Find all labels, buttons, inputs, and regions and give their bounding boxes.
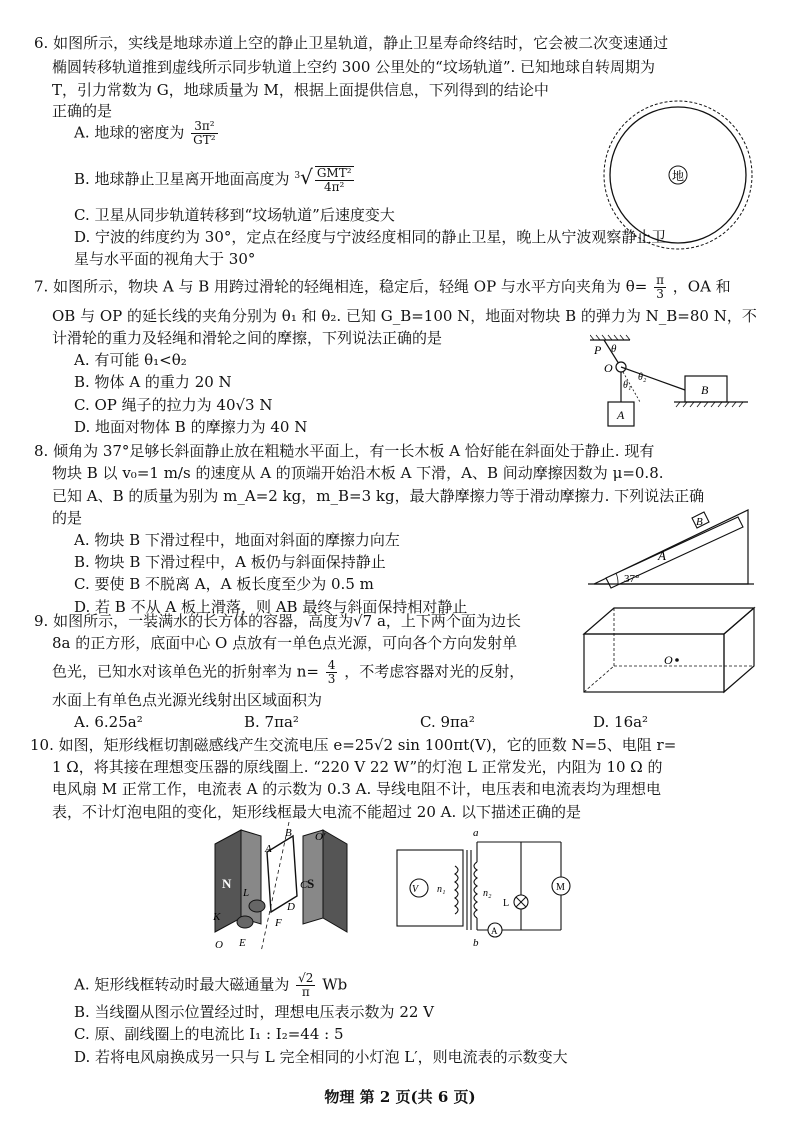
q7-line3: 计滑轮的重力及轻绳和滑轮之间的摩擦，下列说法正确的是 — [52, 329, 443, 347]
q6-option-b: B. 地球静止卫星离开地面高度为 $^3$√ $\frac{\text{GMT²}}{\text{4π²}}$ — [74, 165, 352, 194]
q7-pulley-figure — [590, 332, 750, 436]
q10-option-a — [74, 972, 347, 999]
q6-option-c: C. 卫星从同步轨道转移到“坟场轨道”后速度变大 — [74, 206, 395, 224]
label-O: O — [604, 361, 613, 375]
q10-option-b: B. 当线圈从图示位置经过时，理想电压表示数为 22 V — [74, 1003, 435, 1021]
q7-line1-tail: ，OA 和 — [672, 277, 731, 296]
label-N: N — [222, 876, 232, 891]
label-B: B — [696, 516, 703, 528]
q10-option-a-fraction: $\frac{√2}{\pi}$ — [298, 971, 314, 999]
earth-label: 地 — [672, 169, 685, 183]
label-V: V — [412, 884, 419, 895]
q10-line3: 电风扇 M 正常工作，电流表 A 的示数为 0.3 A. 导线电阻不计，电压表和电流表均为理想电 — [52, 780, 662, 798]
q6-option-a-fraction: $\frac{\text{3π²}}{\text{GT²}}$ — [193, 119, 216, 147]
q6-orbit-figure — [598, 96, 760, 254]
label-O: O — [664, 653, 673, 667]
q8-line4: 的是 — [52, 509, 83, 527]
q9-line3-tail: ，不考虑容器对光的反射， — [344, 662, 525, 681]
label-theta: θ — [611, 343, 617, 355]
q7-line1 — [34, 274, 731, 301]
label-angle: 37° — [624, 573, 640, 585]
q9-n-fraction: $\frac{4}{3}$ — [327, 658, 336, 686]
label-P: P — [594, 343, 602, 357]
q7-option-c: C. OP 绳子的拉力为 40√3 N — [74, 396, 273, 414]
q8-line2: 物块 B 以 v₀=1 m/s 的速度从 A 的顶端开始沿木板 A 下滑，A、B 间动摩擦因数为 μ=0.8. — [52, 464, 664, 482]
q6-option-b-fraction: $\frac{\text{GMT²}}{\text{4π²}}$ — [316, 166, 352, 194]
label-A: A — [617, 408, 625, 422]
q6-line1: 6. 如图所示，实线是地球赤道上空的静止卫星轨道，静止卫星寿命终结时，它会被二次变速通过 — [34, 34, 669, 52]
q10-generator-figure — [205, 822, 585, 964]
q9-line3-text: 色光，已知水对该单色光的折射率为 n= — [52, 662, 319, 681]
q6-option-d-line2: 星与水平面的视角大于 30° — [74, 250, 256, 268]
q10-line4: 表，不计灯泡电阻的变化，矩形线框最大电流不能超过 20 A. 以下描述正确的是 — [52, 803, 581, 821]
q8-option-d: D. 若 B 不从 A 板上滑落，则 AB 最终与斜面保持相对静止 — [74, 598, 468, 616]
label-M: M — [556, 882, 565, 893]
label-S: S — [307, 876, 315, 891]
page-footer: 物理 第 2 页(共 6 页) — [324, 1088, 476, 1106]
q8-option-b: B. 物块 B 下滑过程中，A 板仍与斜面保持静止 — [74, 553, 386, 571]
q10-option-a-text: A. 矩形线框转动时最大磁通量为 — [74, 975, 290, 994]
q8-option-a: A. 物块 B 下滑过程中，地面对斜面的摩擦力向左 — [74, 531, 400, 549]
q8-line1: 8. 倾角为 37°足够长斜面静止放在粗糙水平面上，有一长木板 A 恰好能在斜面处于静止. 现有 — [34, 442, 655, 460]
label-a: a — [473, 827, 479, 839]
label-C: C — [300, 879, 308, 891]
q7-option-a: A. 有可能 θ₁<θ₂ — [74, 351, 187, 369]
label-Oprime: O′ — [315, 831, 326, 843]
q9-option-a: A. 6.25a² — [74, 713, 143, 731]
q7-line1-text: 7. 如图所示，物块 A 与 B 用跨过滑轮的轻绳相连，稳定后，轻绳 OP 与水平方向夹角为 θ= — [34, 277, 648, 296]
q9-option-c: C. 9πa² — [420, 713, 475, 731]
q9-line2: 8a 的正方形，底面中心 O 点放有一单色点光源，可向各个方向发射单 — [52, 634, 518, 652]
q6-option-b-text: B. 地球静止卫星离开地面高度为 — [74, 170, 290, 188]
q9-line3 — [52, 659, 524, 686]
label-L: L — [243, 887, 250, 899]
label-O: O — [215, 939, 223, 951]
q10-line1: 10. 如图，矩形线框切割磁感线产生交流电压 e=25√2 sin 100πt(V)，它的匝数 N=5、电阻 r= — [30, 736, 677, 754]
label-lamp: L — [503, 898, 510, 909]
q8-line3: 已知 A、B 的质量为别为 m_A=2 kg，m_B=3 kg，最大静摩擦力等于滑动摩擦力. 下列说法正确 — [52, 487, 705, 505]
q7-line2: OB 与 OP 的延长线的夹角分别为 θ₁ 和 θ₂. 已知 G_B=100 N，地面对物块 B 的弹力为 N_B=80 N，不 — [52, 307, 757, 325]
label-n1: n₁ — [437, 884, 446, 895]
label-theta1: θ₁ — [623, 380, 632, 391]
label-K: K — [213, 911, 221, 923]
light-source-point — [675, 658, 679, 662]
q10-line2: 1 Ω，将其接在理想变压器的原线圈上. “220 V 22 W”的灯泡 L 正常发光，内阻为 10 Ω 的 — [52, 758, 663, 776]
q9-line4: 水面上有单色点光源光线射出区域面积为 — [52, 691, 323, 709]
q10-option-c: C. 原、副线圈上的电流比 I₁ : I₂=44 : 5 — [74, 1025, 344, 1043]
q6-option-a-text: A. 地球的密度为 — [74, 123, 185, 142]
label-B: B — [285, 827, 292, 839]
q6-line4: 正确的是 — [52, 102, 113, 120]
q10-option-a-unit: Wb — [322, 975, 348, 994]
q7-option-b: B. 物体 A 的重力 20 N — [74, 373, 232, 391]
q6-option-a — [74, 120, 220, 147]
label-ammeter: A — [491, 926, 498, 936]
q9-line1: 9. 如图所示，一装满水的长方体的容器，高度为√7 a，上下两个面为边长 — [34, 612, 521, 630]
q7-option-d: D. 地面对物体 B 的摩擦力为 40 N — [74, 418, 308, 436]
q7-theta-fraction: $\frac{\pi}{3}$ — [656, 273, 664, 301]
q6-line3: T，引力常数为 G，地球质量为 M，根据上面提供信息，下列得到的结论中 — [52, 81, 549, 99]
label-n2: n₂ — [483, 888, 492, 899]
label-E: E — [239, 937, 246, 949]
label-b: b — [473, 937, 479, 949]
q9-option-b: B. 7πa² — [244, 713, 299, 731]
q8-option-c: C. 要使 B 不脱离 A，A 板长度至少为 0.5 m — [74, 575, 374, 593]
label-D: D — [287, 901, 295, 913]
q6-option-d-line1: D. 宁波的纬度约为 30°，定点在经度与宁波经度相同的静止卫星，晚上从宁波观察静止卫 — [74, 228, 667, 246]
label-A: A — [658, 548, 666, 563]
label-A: A — [265, 843, 272, 855]
label-B: B — [701, 383, 709, 397]
q9-container-figure — [580, 602, 760, 698]
container-front — [584, 634, 724, 692]
q8-incline-figure — [588, 500, 754, 592]
q6-line2: 椭圆转移轨道推到虚线所示同步轨道上空约 300 公里处的“坟场轨道”. 已知地球自转周期为 — [52, 58, 656, 76]
q10-option-d: D. 若将电风扇换成另一只与 L 完全相同的小灯泡 L′，则电流表的示数变大 — [74, 1048, 568, 1066]
label-theta2: θ₂ — [638, 372, 647, 383]
q9-option-d: D. 16a² — [593, 713, 649, 731]
label-F: F — [275, 917, 282, 929]
